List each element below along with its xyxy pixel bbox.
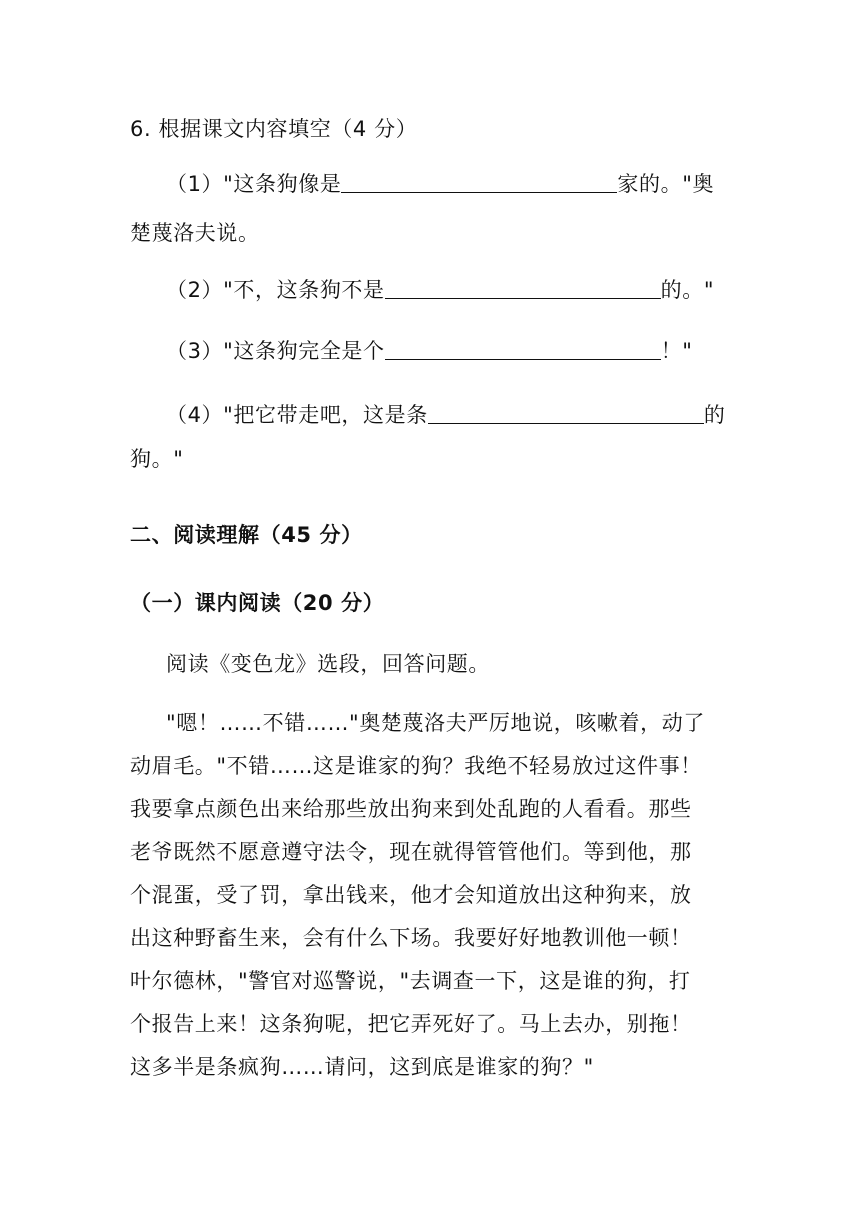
passage-line: 个混蛋，受了罚，拿出钱来，他才会知道放出这种狗来，放 [130, 883, 692, 907]
question-6-title: 6. 根据课文内容填空（4 分） [130, 117, 418, 141]
fill-item-3 [166, 337, 766, 365]
passage-line: 个报告上来！这条狗呢，把它弄死好了。马上去办，别拖！ [130, 1012, 692, 1036]
passage-line: 出这种野畜生来，会有什么下场。我要好好地教训他一顿！ [130, 926, 692, 950]
fill-item-3-prefix: （3）"这条狗完全是个 [166, 339, 385, 363]
reading-instruction: 阅读《变色龙》选段，回答问题。 [166, 652, 490, 676]
fill-item-2-prefix: （2）"不，这条狗不是 [166, 278, 385, 302]
passage-line: "嗯！……不错……"奥楚蔑洛夫严厉地说，咳嗽着，动了 [166, 711, 705, 735]
fill-item-4-prefix: （4）"把它带走吧，这是条 [166, 403, 428, 427]
fill-item-1-prefix: （1）"这条狗像是 [166, 172, 342, 196]
fill-item-3-suffix: ！" [660, 339, 693, 363]
answer-blank-2[interactable] [385, 276, 661, 299]
fill-item-2-suffix: 的。" [660, 278, 715, 302]
fill-item-2 [166, 276, 766, 304]
passage-line: 动眉毛。"不错……这是谁家的狗？我绝不轻易放过这件事！ [130, 754, 702, 778]
fill-item-1-suffix: 家的。"奥 [617, 172, 715, 196]
fill-item-4 [166, 401, 766, 429]
fill-item-4-continuation: 狗。" [130, 447, 184, 471]
answer-blank-3[interactable] [385, 337, 661, 360]
passage-line: 我要拿点颜色出来给那些放出狗来到处乱跑的人看看。那些 [130, 797, 692, 821]
passage-line: 老爷既然不愿意遵守法令，现在就得管管他们。等到他，那 [130, 840, 692, 864]
fill-item-1-continuation: 楚蔑洛夫说。 [130, 221, 260, 245]
answer-blank-1[interactable] [341, 170, 617, 193]
passage-line: 这多半是条疯狗……请问，这到底是谁家的狗？" [130, 1055, 594, 1079]
section-2-subheading: （一）课内阅读（20 分） [130, 591, 385, 615]
answer-blank-4[interactable] [428, 401, 704, 424]
fill-item-1 [166, 170, 766, 198]
section-2-heading: 二、阅读理解（45 分） [130, 523, 363, 547]
passage-line: 叶尔德林，"警官对巡警说，"去调查一下，这是谁的狗，打 [130, 969, 691, 993]
fill-item-4-suffix: 的 [703, 403, 726, 427]
